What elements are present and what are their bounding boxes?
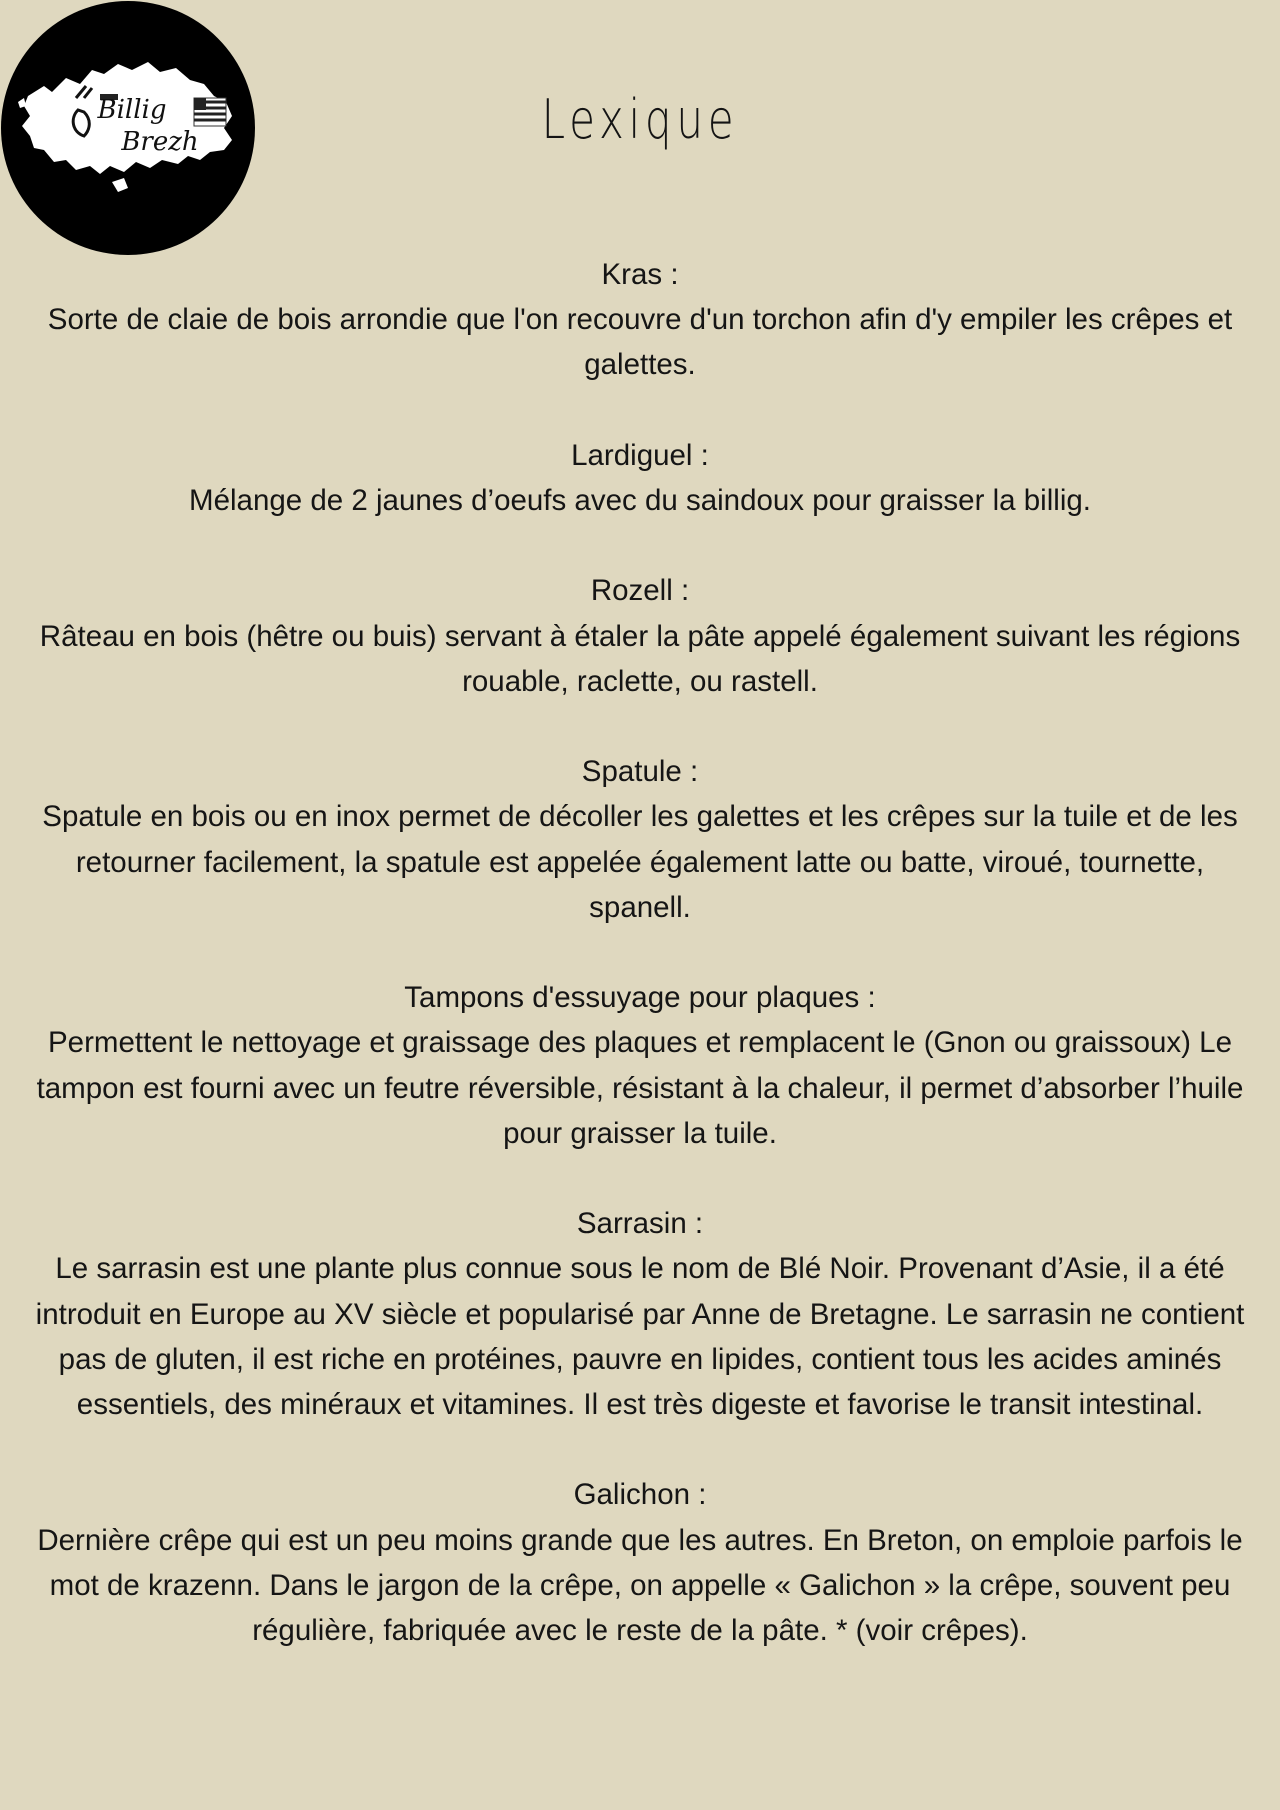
lexique-entry — [28, 252, 1252, 388]
entry-term: Rozell : — [590, 574, 690, 608]
entry-term: Kras : — [601, 258, 679, 291]
logo-line2: Brezh — [121, 127, 199, 157]
entry-definition: Permettent le nettoyage et graissage des plaques et remplacent le (Gnon ou graissoux) Le tampon est fourni avec un feutre réversible, résistant à la chaleur, il permet d’absorber l’huile pour graisser la tuile. — [36, 1026, 1244, 1150]
lexique-entry — [28, 1472, 1252, 1653]
entry-term: Sarrasin : — [576, 1207, 704, 1241]
lexique-entry — [28, 568, 1252, 704]
entry-definition: Sorte de claie de bois arrondie que l'on recouvre d'un torchon afin d'y empiler les crêpes et galettes. — [47, 303, 1233, 382]
entry-term: Tampons d'essuyage pour plaques : — [404, 981, 876, 1015]
entry-definition: Mélange de 2 jaunes d’oeufs avec du saindoux pour graisser la billig. — [189, 484, 1091, 517]
lexique-entry — [28, 975, 1252, 1156]
entry-definition: Le sarrasin est une plante plus connue sous le nom de Blé Noir. Provenant d’Asie, il a été introduit en Europe au XV siècle et popularisé par Anne de Bretagne. Le sarrasin ne contient pas de gluten, il est riche en protéines, pauvre en lipides, contient tous les acides aminés essentiels, des minéraux et vitamines. Il est très digeste et favorise le transit intestinal. — [35, 1252, 1245, 1421]
entry-definition: Spatule en bois ou en inox permet de décoller les galettes et les crêpes sur la tuile et de les retourner facilement, la spatule est appelée également latte ou batte, viroué, tournette, spanell. — [42, 800, 1238, 924]
entry-definition: Râteau en bois (hêtre ou buis) servant à étaler la pâte appelé également suivant les régions rouable, raclette, ou rastell. — [39, 619, 1241, 698]
entry-term: Spatule : — [581, 755, 699, 789]
lexique-list — [28, 252, 1252, 1698]
logo-line1: Billig — [97, 95, 167, 125]
entry-definition: Dernière crêpe qui est un peu moins grande que les autres. En Breton, on emploie parfois le mot de krazenn. Dans le jargon de la crêpe, on appelle « Galichon » la crêpe, souvent peu régulière, fabriquée avec le reste de la pâte. * (voir crêpes). — [37, 1523, 1243, 1647]
lexique-entry — [28, 433, 1252, 523]
entry-term: Galichon : — [573, 1478, 707, 1512]
lexique-entry — [28, 749, 1252, 930]
page-title: Lexique — [541, 88, 739, 151]
lexique-entry — [28, 1201, 1252, 1427]
entry-term: Lardiguel : — [571, 438, 709, 472]
